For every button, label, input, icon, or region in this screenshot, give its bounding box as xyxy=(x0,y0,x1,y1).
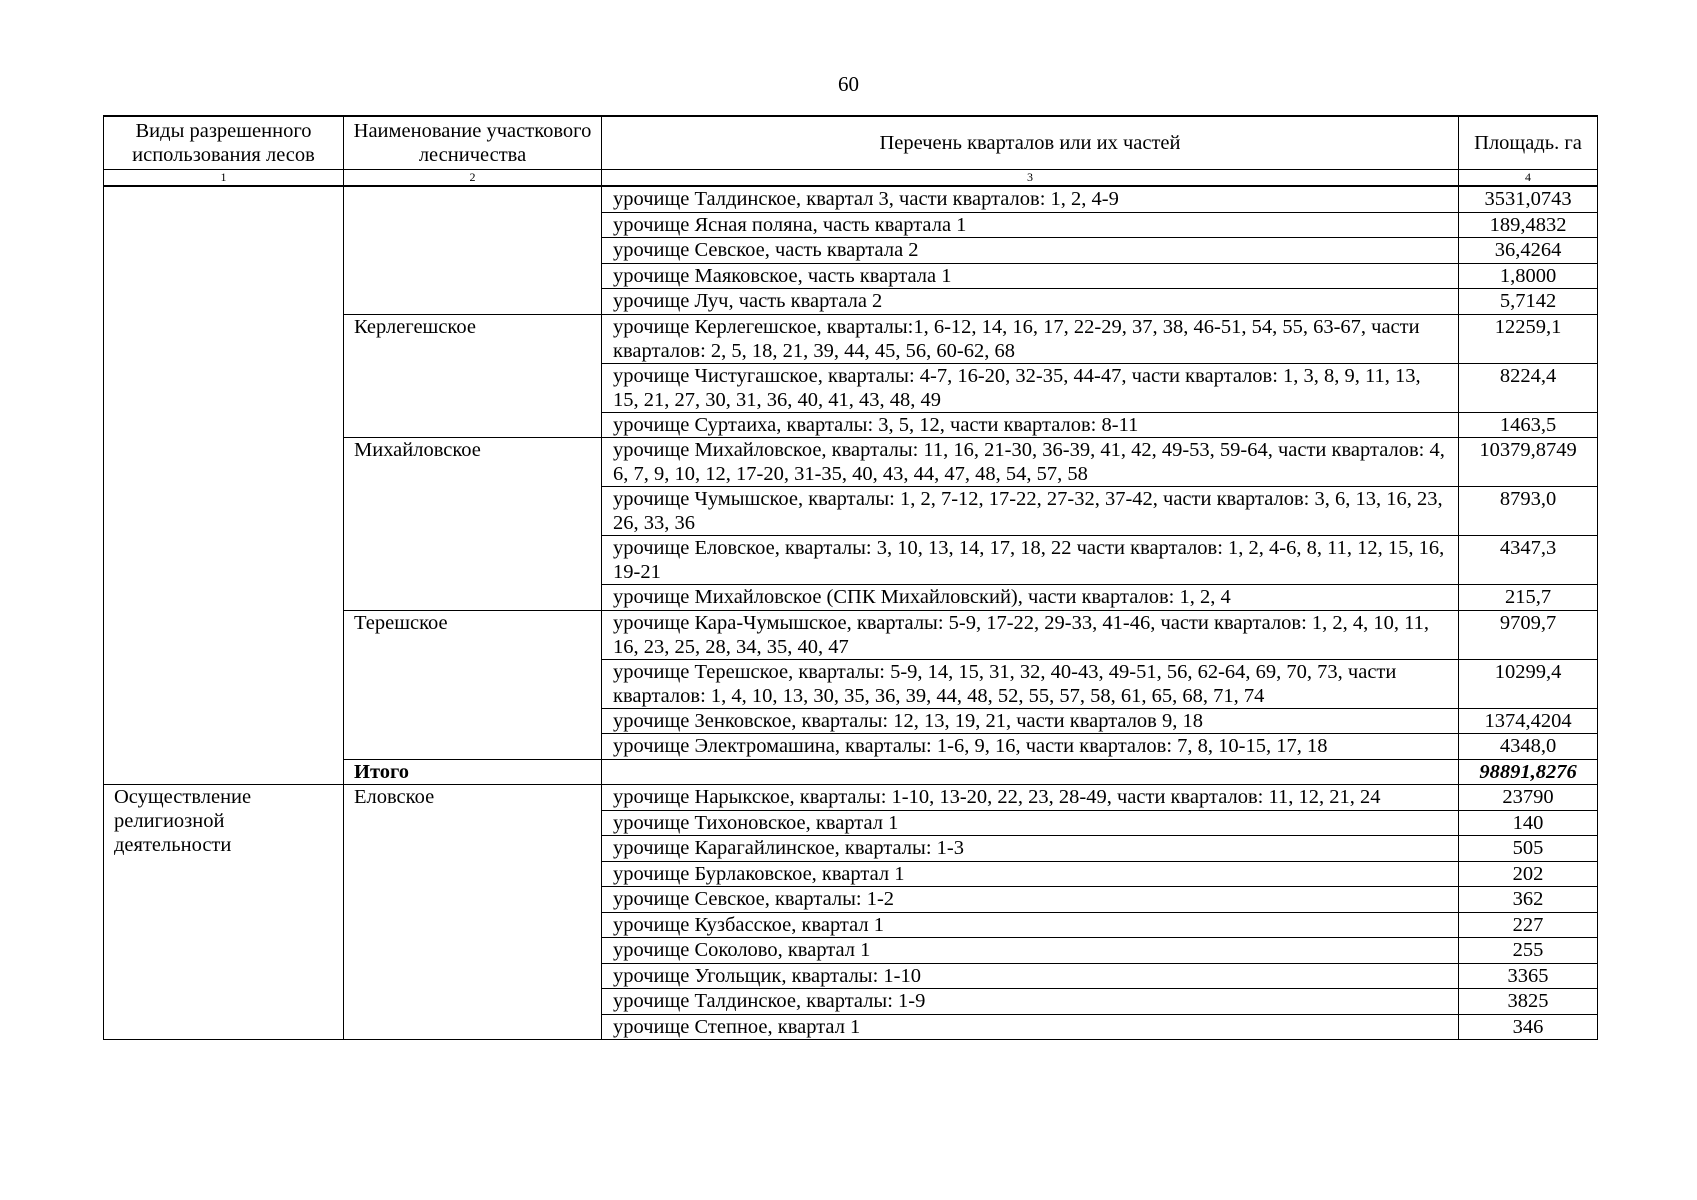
column-number: 2 xyxy=(344,170,602,187)
area-cell: 140 xyxy=(1459,810,1598,836)
quarters-cell: урочище Тихоновское, квартал 1 xyxy=(602,810,1459,836)
quarters-cell: урочище Нарыкское, кварталы: 1-10, 13-20, 22, 23, 28-49, части кварталов: 11, 12, 21, 24 xyxy=(602,785,1459,811)
total-quarters-cell xyxy=(602,759,1459,785)
quarters-cell: урочище Ясная поляна, часть квартала 1 xyxy=(602,212,1459,238)
use-type-cell: Осуществление религиозной деятельности xyxy=(104,785,344,1040)
district-cell: Терешское xyxy=(344,610,602,759)
area-cell: 3531,0743 xyxy=(1459,186,1598,212)
quarters-cell: урочище Суртаиха, кварталы: 3, 5, 12, части кварталов: 8-11 xyxy=(602,412,1459,438)
quarters-cell: урочище Севское, кварталы: 1-2 xyxy=(602,887,1459,913)
area-cell: 36,4264 xyxy=(1459,238,1598,264)
area-cell: 10299,4 xyxy=(1459,659,1598,708)
total-area: 98891,8276 xyxy=(1459,759,1598,785)
quarters-cell: урочище Талдинское, квартал 3, части кварталов: 1, 2, 4-9 xyxy=(602,186,1459,212)
quarters-cell: урочище Карагайлинское, кварталы: 1-3 xyxy=(602,836,1459,862)
area-cell: 189,4832 xyxy=(1459,212,1598,238)
quarters-cell: урочище Кара-Чумышское, кварталы: 5-9, 17-22, 29-33, 41-46, части кварталов: 1, 2, 4, 10, 11, 16, 23, 25, 28, 34, 35, 40, 47 xyxy=(602,610,1459,659)
area-cell: 9709,7 xyxy=(1459,610,1598,659)
area-cell: 1,8000 xyxy=(1459,263,1598,289)
area-cell: 4347,3 xyxy=(1459,536,1598,585)
header-area: Площадь. га xyxy=(1459,116,1598,170)
quarters-cell: урочище Михайловское, кварталы: 11, 16, 21-30, 36-39, 41, 42, 49-53, 59-64, части кварталов: 4, 6, 7, 9, 10, 12, 17-20, 31-35, 40, 43, 44, 47, 48, 54, 57, 58 xyxy=(602,438,1459,487)
header-district: Наименование участкового лесничества xyxy=(344,116,602,170)
area-cell: 10379,8749 xyxy=(1459,438,1598,487)
quarters-cell: урочище Еловское, кварталы: 3, 10, 13, 14, 17, 18, 22 части кварталов: 1, 2, 4-6, 8, 11, 12, 15, 16, 19-21 xyxy=(602,536,1459,585)
area-cell: 3825 xyxy=(1459,989,1598,1015)
quarters-cell: урочище Терешское, кварталы: 5-9, 14, 15, 31, 32, 40-43, 49-51, 56, 62-64, 69, 70, 73, части кварталов: 1, 4, 10, 13, 30, 35, 36, 39, 44, 48, 52, 55, 57, 58, 61, 65, 68, 71, 74 xyxy=(602,659,1459,708)
area-cell: 1374,4204 xyxy=(1459,708,1598,734)
area-cell: 4348,0 xyxy=(1459,734,1598,760)
quarters-cell: урочище Кузбасское, квартал 1 xyxy=(602,912,1459,938)
area-cell: 3365 xyxy=(1459,963,1598,989)
quarters-cell: урочище Михайловское (СПК Михайловский), части кварталов: 1, 2, 4 xyxy=(602,585,1459,611)
quarters-cell: урочище Чумышское, кварталы: 1, 2, 7-12, 17-22, 27-32, 37-42, части кварталов: 3, 6, 13, 16, 23, 26, 33, 36 xyxy=(602,487,1459,536)
table-row xyxy=(104,186,1598,212)
quarters-cell: урочище Талдинское, кварталы: 1-9 xyxy=(602,989,1459,1015)
area-cell: 12259,1 xyxy=(1459,314,1598,363)
column-number: 4 xyxy=(1459,170,1598,187)
area-cell: 5,7142 xyxy=(1459,289,1598,315)
quarters-cell: урочище Соколово, квартал 1 xyxy=(602,938,1459,964)
forest-quarters-table xyxy=(103,115,1598,1040)
table-body xyxy=(104,186,1598,1040)
header-use-type: Виды разрешенного использования лесов xyxy=(104,116,344,170)
quarters-cell: урочище Электромашина, кварталы: 1-6, 9, 16, части кварталов: 7, 8, 10-15, 17, 18 xyxy=(602,734,1459,760)
district-cell: Михайловское xyxy=(344,438,602,611)
quarters-cell: урочище Бурлаковское, квартал 1 xyxy=(602,861,1459,887)
page-number: 60 xyxy=(838,72,859,96)
quarters-cell: урочище Угольщик, кварталы: 1-10 xyxy=(602,963,1459,989)
district-cell xyxy=(344,186,602,314)
column-number: 1 xyxy=(104,170,344,187)
table-header-row xyxy=(104,116,1598,170)
area-cell: 1463,5 xyxy=(1459,412,1598,438)
area-cell: 346 xyxy=(1459,1014,1598,1040)
area-cell: 215,7 xyxy=(1459,585,1598,611)
area-cell: 202 xyxy=(1459,861,1598,887)
total-label: Итого xyxy=(344,759,602,785)
quarters-cell: урочище Чистугашское, кварталы: 4-7, 16-20, 32-35, 44-47, части кварталов: 1, 3, 8, 9, 11, 13, 15, 21, 27, 30, 31, 36, 40, 41, 43, 48, 49 xyxy=(602,363,1459,412)
header-quarters-list: Перечень кварталов или их частей xyxy=(602,116,1459,170)
quarters-cell: урочище Зенковское, кварталы: 12, 13, 19, 21, части кварталов 9, 18 xyxy=(602,708,1459,734)
quarters-cell: урочище Степное, квартал 1 xyxy=(602,1014,1459,1040)
area-cell: 23790 xyxy=(1459,785,1598,811)
area-cell: 362 xyxy=(1459,887,1598,913)
area-cell: 8793,0 xyxy=(1459,487,1598,536)
quarters-cell: урочище Маяковское, часть квартала 1 xyxy=(602,263,1459,289)
area-cell: 255 xyxy=(1459,938,1598,964)
table-row xyxy=(104,785,1598,811)
quarters-cell: урочище Севское, часть квартала 2 xyxy=(602,238,1459,264)
area-cell: 8224,4 xyxy=(1459,363,1598,412)
district-cell: Еловское xyxy=(344,785,602,1040)
column-number-row xyxy=(104,170,1598,187)
area-cell: 227 xyxy=(1459,912,1598,938)
district-cell: Керлегешское xyxy=(344,314,602,438)
quarters-cell: урочище Керлегешское, кварталы:1, 6-12, 14, 16, 17, 22-29, 37, 38, 46-51, 54, 55, 63-67, части кварталов: 2, 5, 18, 21, 39, 44, 45, 56, 60-62, 68 xyxy=(602,314,1459,363)
column-number: 3 xyxy=(602,170,1459,187)
use-type-cell xyxy=(104,186,344,785)
area-cell: 505 xyxy=(1459,836,1598,862)
quarters-cell: урочище Луч, часть квартала 2 xyxy=(602,289,1459,315)
